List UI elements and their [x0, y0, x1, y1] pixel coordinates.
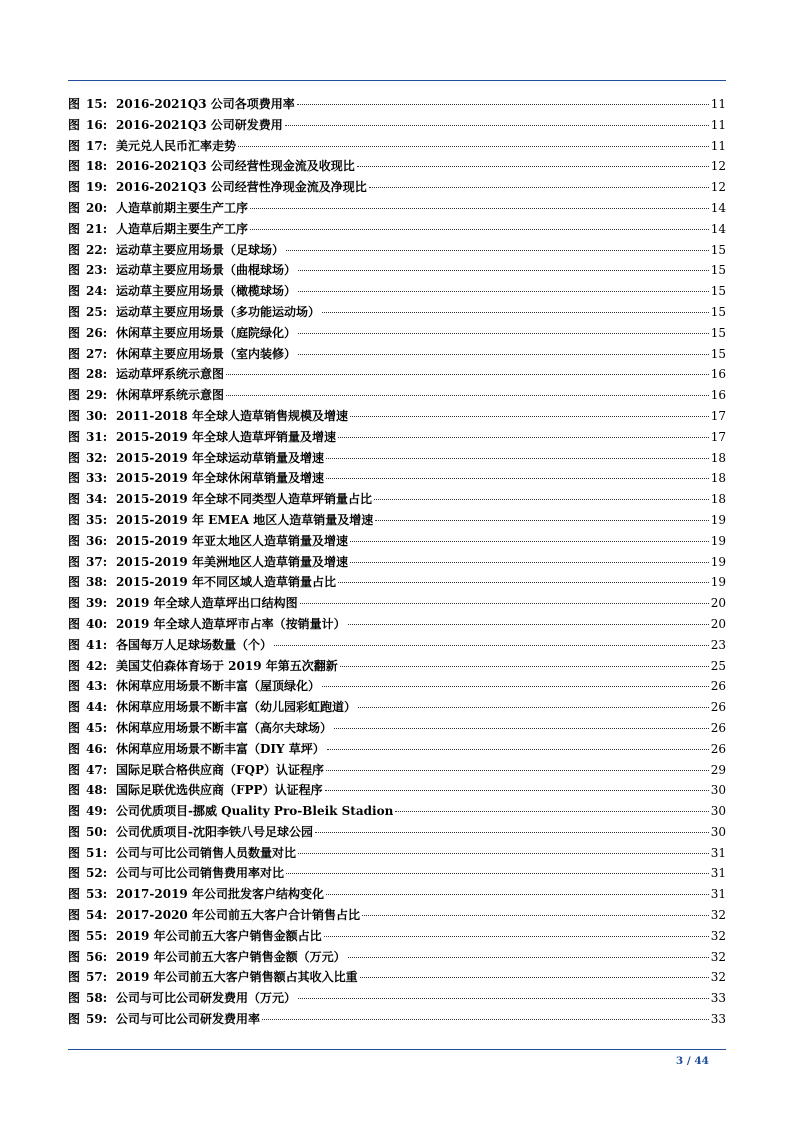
figure-title: 公司与可比公司研发费用率 — [116, 1012, 261, 1027]
page-number: 32 — [710, 928, 726, 943]
figure-number: 52: — [86, 866, 108, 881]
page-number: 26 — [710, 700, 726, 715]
figure-list — [68, 94, 726, 1030]
page-number: 11 — [710, 138, 726, 153]
figure-label: 图 — [68, 471, 81, 486]
figure-title: 国际足联优选供应商（FPP）认证程序 — [116, 783, 323, 798]
dot-leader — [350, 416, 709, 417]
figure-label: 图 — [68, 242, 81, 257]
figure-label: 图 — [68, 346, 81, 361]
toc-entry[interactable] — [68, 302, 726, 323]
toc-entry[interactable] — [68, 240, 726, 261]
toc-entry[interactable] — [68, 863, 726, 884]
page-number: 19 — [710, 554, 726, 569]
dot-leader — [298, 291, 709, 292]
figure-number: 48: — [86, 783, 108, 798]
page-number: 15 — [710, 325, 726, 340]
toc-entry[interactable] — [68, 593, 726, 614]
figure-label: 图 — [68, 367, 81, 382]
figure-label: 图 — [68, 804, 81, 819]
figure-title: 运动草坪系统示意图 — [116, 367, 225, 382]
toc-entry[interactable] — [68, 822, 726, 843]
dot-leader — [297, 104, 709, 105]
dot-leader — [325, 790, 709, 791]
toc-entry[interactable] — [68, 801, 726, 822]
figure-label: 图 — [68, 554, 81, 569]
page-number: 30 — [710, 824, 726, 839]
dot-leader — [358, 707, 709, 708]
figure-number: 32: — [86, 450, 108, 465]
figure-number: 58: — [86, 991, 108, 1006]
figure-title: 2015-2019 年全球休闲草销量及增速 — [116, 471, 324, 486]
figure-number: 21: — [86, 221, 108, 236]
toc-entry[interactable] — [68, 364, 726, 385]
page-number: 20 — [710, 596, 726, 611]
figure-number: 24: — [86, 284, 108, 299]
figure-label: 图 — [68, 200, 81, 215]
dot-leader — [298, 270, 709, 271]
page-number: 32 — [710, 908, 726, 923]
toc-entry[interactable] — [68, 614, 726, 635]
figure-number: 19: — [86, 180, 108, 195]
figure-title: 2017-2020 年公司前五大客户合计销售占比 — [116, 908, 360, 923]
page-number: 15 — [710, 263, 726, 278]
figure-label: 图 — [68, 908, 81, 923]
figure-number: 34: — [86, 492, 108, 507]
figure-number: 26: — [86, 325, 108, 340]
toc-entry[interactable] — [68, 884, 726, 905]
figure-title: 各国每万人足球场数量（个） — [116, 637, 273, 652]
figure-number: 23: — [86, 263, 108, 278]
page-number: 32 — [710, 970, 726, 985]
page-indicator: 3 / 44 — [675, 1055, 709, 1067]
figure-number: 49: — [86, 804, 108, 819]
figure-label: 图 — [68, 492, 81, 507]
figure-label: 图 — [68, 304, 81, 319]
page-number: 31 — [710, 866, 726, 881]
dot-leader — [300, 603, 709, 604]
dot-leader — [285, 125, 709, 126]
figure-label: 图 — [68, 533, 81, 548]
dot-leader — [298, 354, 709, 355]
dot-leader — [274, 645, 709, 646]
figure-number: 22: — [86, 242, 108, 257]
figure-number: 51: — [86, 845, 108, 860]
page-number: 14 — [710, 200, 726, 215]
page-number: 18 — [710, 492, 726, 507]
page-number: 33 — [710, 991, 726, 1006]
toc-entry[interactable] — [68, 718, 726, 739]
figure-number: 50: — [86, 824, 108, 839]
toc-entry[interactable] — [68, 385, 726, 406]
page-number: 11 — [710, 117, 726, 132]
dot-leader — [324, 936, 709, 937]
figure-title: 2019 年公司前五大客户销售额占其收入比重 — [116, 970, 358, 985]
figure-label: 图 — [68, 180, 81, 195]
dot-leader — [348, 624, 709, 625]
page-number: 18 — [710, 450, 726, 465]
dot-leader — [326, 770, 709, 771]
page-number: 16 — [710, 388, 726, 403]
figure-number: 56: — [86, 949, 108, 964]
figure-title: 2015-2019 年全球人造草坪销量及增速 — [116, 429, 336, 444]
figure-title: 休闲草主要应用场景（室内装修） — [116, 346, 297, 361]
figure-title: 休闲草主要应用场景（庭院绿化） — [116, 325, 297, 340]
figure-label: 图 — [68, 637, 81, 652]
dot-leader — [226, 374, 709, 375]
figure-label: 图 — [68, 325, 81, 340]
page-number: 33 — [710, 1012, 726, 1027]
page-number: 23 — [710, 637, 726, 652]
page-number: 19 — [710, 533, 726, 548]
toc-entry[interactable] — [68, 344, 726, 365]
dot-leader — [327, 749, 709, 750]
page-number: 26 — [710, 741, 726, 756]
figure-label: 图 — [68, 762, 81, 777]
figure-number: 40: — [86, 616, 108, 631]
figure-number: 44: — [86, 700, 108, 715]
page-number: 30 — [710, 783, 726, 798]
toc-entry[interactable] — [68, 468, 726, 489]
figure-title: 公司优质项目-沈阳李铁八号足球公园 — [116, 824, 313, 839]
page-number: 19 — [710, 575, 726, 590]
figure-number: 30: — [86, 408, 108, 423]
toc-entry[interactable] — [68, 739, 726, 760]
figure-label: 图 — [68, 845, 81, 860]
toc-entry[interactable] — [68, 115, 726, 136]
dot-leader — [250, 208, 709, 209]
figure-title: 休闲草应用场景不断丰富（幼儿园彩虹跑道） — [116, 700, 357, 715]
figure-title: 休闲草应用场景不断丰富（DIY 草坪） — [116, 741, 325, 756]
figure-title: 公司与可比公司销售费用率对比 — [116, 866, 285, 881]
figure-label: 图 — [68, 117, 81, 132]
figure-number: 53: — [86, 887, 108, 902]
figure-number: 59: — [86, 1012, 108, 1027]
dot-leader — [357, 166, 709, 167]
figure-number: 42: — [86, 658, 108, 673]
toc-entry[interactable] — [68, 510, 726, 531]
figure-number: 54: — [86, 908, 108, 923]
figure-label: 图 — [68, 1012, 81, 1027]
dot-leader — [326, 894, 709, 895]
figure-number: 39: — [86, 596, 108, 611]
toc-entry[interactable] — [68, 947, 726, 968]
page-number: 15 — [710, 304, 726, 319]
figure-number: 17: — [86, 138, 108, 153]
figure-title: 2015-2019 年 EMEA 地区人造草销量及增速 — [116, 512, 374, 527]
figure-title: 2019 年全球人造草坪市占率（按销量计） — [116, 616, 346, 631]
dot-leader — [262, 1019, 709, 1020]
figure-title: 美元兑人民币汇率走势 — [116, 138, 237, 153]
figure-number: 36: — [86, 533, 108, 548]
figure-title: 公司与可比公司研发费用（万元） — [116, 991, 297, 1006]
figure-title: 2019 年公司前五大客户销售金额占比 — [116, 928, 322, 943]
figure-label: 图 — [68, 970, 81, 985]
toc-entry[interactable] — [68, 156, 726, 177]
figure-number: 20: — [86, 200, 108, 215]
toc-entry[interactable] — [68, 94, 726, 115]
figure-title: 国际足联合格供应商（FQP）认证程序 — [116, 762, 324, 777]
figure-title: 2016-2021Q3 公司各项费用率 — [116, 97, 295, 111]
figure-label: 图 — [68, 824, 81, 839]
dot-leader — [360, 977, 709, 978]
toc-entry[interactable] — [68, 323, 726, 344]
page-number: 26 — [710, 720, 726, 735]
figure-label: 图 — [68, 866, 81, 881]
toc-entry[interactable] — [68, 572, 726, 593]
page-number: 17 — [710, 429, 726, 444]
page-number: 25 — [710, 658, 726, 673]
figure-label: 图 — [68, 221, 81, 236]
footer-rule — [68, 1049, 726, 1050]
toc-entry[interactable] — [68, 967, 726, 988]
figure-title: 公司与可比公司销售人员数量对比 — [116, 845, 297, 860]
figure-title: 2016-2021Q3 公司研发费用 — [116, 117, 283, 132]
figure-label: 图 — [68, 596, 81, 611]
page-number: 26 — [710, 679, 726, 694]
dot-leader — [338, 437, 709, 438]
figure-label: 图 — [68, 679, 81, 694]
toc-entry[interactable] — [68, 635, 726, 656]
figure-title: 2019 年公司前五大客户销售金额（万元） — [116, 949, 346, 964]
page-number: 17 — [710, 408, 726, 423]
toc-entry[interactable] — [68, 656, 726, 677]
dot-leader — [338, 582, 709, 583]
toc-entry[interactable] — [68, 136, 726, 157]
figure-title: 人造草前期主要生产工序 — [116, 200, 249, 215]
figure-title: 2011-2018 年全球人造草销售规模及增速 — [116, 408, 348, 423]
header-rule — [68, 80, 726, 81]
dot-leader — [374, 499, 709, 500]
page-number: 15 — [710, 346, 726, 361]
toc-entry[interactable] — [68, 219, 726, 240]
figure-label: 图 — [68, 658, 81, 673]
figure-number: 38: — [86, 575, 108, 590]
toc-entry[interactable] — [68, 905, 726, 926]
toc-entry[interactable] — [68, 697, 726, 718]
figure-label: 图 — [68, 388, 81, 403]
toc-entry[interactable] — [68, 198, 726, 219]
figure-label: 图 — [68, 949, 81, 964]
dot-leader — [348, 957, 709, 958]
figure-title: 2016-2021Q3 公司经营性现金流及收现比 — [116, 159, 355, 174]
figure-number: 29: — [86, 388, 108, 403]
figure-label: 图 — [68, 887, 81, 902]
page-number: 32 — [710, 949, 726, 964]
figure-title: 休闲草应用场景不断丰富（高尔夫球场） — [116, 720, 333, 735]
page-number: 12 — [710, 180, 726, 195]
figure-label: 图 — [68, 783, 81, 798]
toc-entry[interactable] — [68, 843, 726, 864]
figure-number: 25: — [86, 304, 108, 319]
page-number: 15 — [710, 242, 726, 257]
dot-leader — [298, 853, 709, 854]
figure-number: 37: — [86, 554, 108, 569]
toc-entry[interactable] — [68, 552, 726, 573]
figure-label: 图 — [68, 159, 81, 174]
dot-leader — [315, 832, 709, 833]
toc-entry[interactable] — [68, 988, 726, 1009]
figure-title: 休闲草坪系统示意图 — [116, 388, 225, 403]
page-number: 12 — [710, 159, 726, 174]
toc-entry[interactable] — [68, 406, 726, 427]
figure-title: 美国艾伯森体育场于 2019 年第五次翻新 — [116, 658, 338, 673]
toc-entry[interactable] — [68, 427, 726, 448]
dot-leader — [375, 520, 709, 521]
figure-title: 休闲草应用场景不断丰富（屋顶绿化） — [116, 679, 321, 694]
page-number: 19 — [710, 512, 726, 527]
toc-entry[interactable] — [68, 177, 726, 198]
figure-label: 图 — [68, 138, 81, 153]
dot-leader — [350, 562, 709, 563]
figure-number: 43: — [86, 679, 108, 694]
figure-title: 2016-2021Q3 公司经营性净现金流及净现比 — [116, 180, 367, 195]
figure-number: 27: — [86, 346, 108, 361]
toc-entry[interactable] — [68, 489, 726, 510]
figure-title: 2015-2019 年亚太地区人造草销量及增速 — [116, 533, 348, 548]
figure-number: 41: — [86, 637, 108, 652]
figure-label: 图 — [68, 284, 81, 299]
dot-leader — [362, 915, 709, 916]
figure-title: 2015-2019 年不同区域人造草销量占比 — [116, 575, 336, 590]
dot-leader — [286, 250, 709, 251]
figure-number: 18: — [86, 159, 108, 174]
page-number: 16 — [710, 367, 726, 382]
figure-label: 图 — [68, 741, 81, 756]
dot-leader — [298, 333, 709, 334]
figure-number: 45: — [86, 720, 108, 735]
figure-number: 35: — [86, 512, 108, 527]
figure-label: 图 — [68, 928, 81, 943]
dot-leader — [340, 666, 709, 667]
figure-label: 图 — [68, 575, 81, 590]
figure-title: 公司优质项目-挪威 Quality Pro-Bleik Stadion — [116, 804, 394, 819]
toc-entry[interactable] — [68, 531, 726, 552]
dot-leader — [334, 728, 709, 729]
page-number: 30 — [710, 804, 726, 819]
figure-number: 15: — [86, 97, 108, 111]
dot-leader — [395, 811, 708, 812]
page-number: 15 — [710, 284, 726, 299]
dot-leader — [322, 312, 709, 313]
dot-leader — [238, 146, 709, 147]
figure-label: 图 — [68, 450, 81, 465]
dot-leader — [322, 686, 709, 687]
figure-number: 46: — [86, 741, 108, 756]
figure-label: 图 — [68, 429, 81, 444]
figure-label: 图 — [68, 720, 81, 735]
figure-number: 28: — [86, 367, 108, 382]
dot-leader — [298, 998, 709, 999]
figure-label: 图 — [68, 512, 81, 527]
toc-entry[interactable] — [68, 1009, 726, 1030]
dot-leader — [250, 229, 709, 230]
figure-label: 图 — [68, 616, 81, 631]
dot-leader — [350, 541, 709, 542]
figure-number: 47: — [86, 762, 108, 777]
figure-number: 33: — [86, 471, 108, 486]
figure-number: 55: — [86, 928, 108, 943]
toc-entry[interactable] — [68, 281, 726, 302]
dot-leader — [326, 458, 709, 459]
figure-title: 2015-2019 年全球不同类型人造草坪销量占比 — [116, 492, 372, 507]
figure-title: 2015-2019 年美洲地区人造草销量及增速 — [116, 554, 348, 569]
toc-entry[interactable] — [68, 260, 726, 281]
page-number: 31 — [710, 887, 726, 902]
figure-title: 运动草主要应用场景（曲棍球场） — [116, 263, 297, 278]
figure-title: 运动草主要应用场景（橄榄球场） — [116, 284, 297, 299]
figure-label: 图 — [68, 263, 81, 278]
figure-title: 运动草主要应用场景（足球场） — [116, 242, 285, 257]
page-number: 14 — [710, 221, 726, 236]
dot-leader — [226, 395, 709, 396]
figure-number: 16: — [86, 117, 108, 132]
dot-leader — [326, 478, 709, 479]
toc-entry[interactable] — [68, 926, 726, 947]
figure-title: 2017-2019 年公司批发客户结构变化 — [116, 887, 324, 902]
dot-leader — [286, 873, 709, 874]
figure-label: 图 — [68, 97, 81, 111]
figure-label: 图 — [68, 991, 81, 1006]
page-number: 18 — [710, 471, 726, 486]
figure-title: 2015-2019 年全球运动草销量及增速 — [116, 450, 324, 465]
toc-entry[interactable] — [68, 760, 726, 781]
page-number: 20 — [710, 616, 726, 631]
figure-number: 57: — [86, 970, 108, 985]
page-number: 31 — [710, 845, 726, 860]
page-number: 11 — [710, 97, 726, 111]
figure-title: 运动草主要应用场景（多功能运动场） — [116, 304, 321, 319]
figure-label: 图 — [68, 700, 81, 715]
figure-number: 31: — [86, 429, 108, 444]
toc-entry[interactable] — [68, 780, 726, 801]
figure-label: 图 — [68, 408, 81, 423]
page-number: 29 — [710, 762, 726, 777]
figure-title: 2019 年全球人造草坪出口结构图 — [116, 596, 298, 611]
toc-entry[interactable] — [68, 676, 726, 697]
dot-leader — [369, 187, 709, 188]
toc-entry[interactable] — [68, 448, 726, 469]
figure-title: 人造草后期主要生产工序 — [116, 221, 249, 236]
